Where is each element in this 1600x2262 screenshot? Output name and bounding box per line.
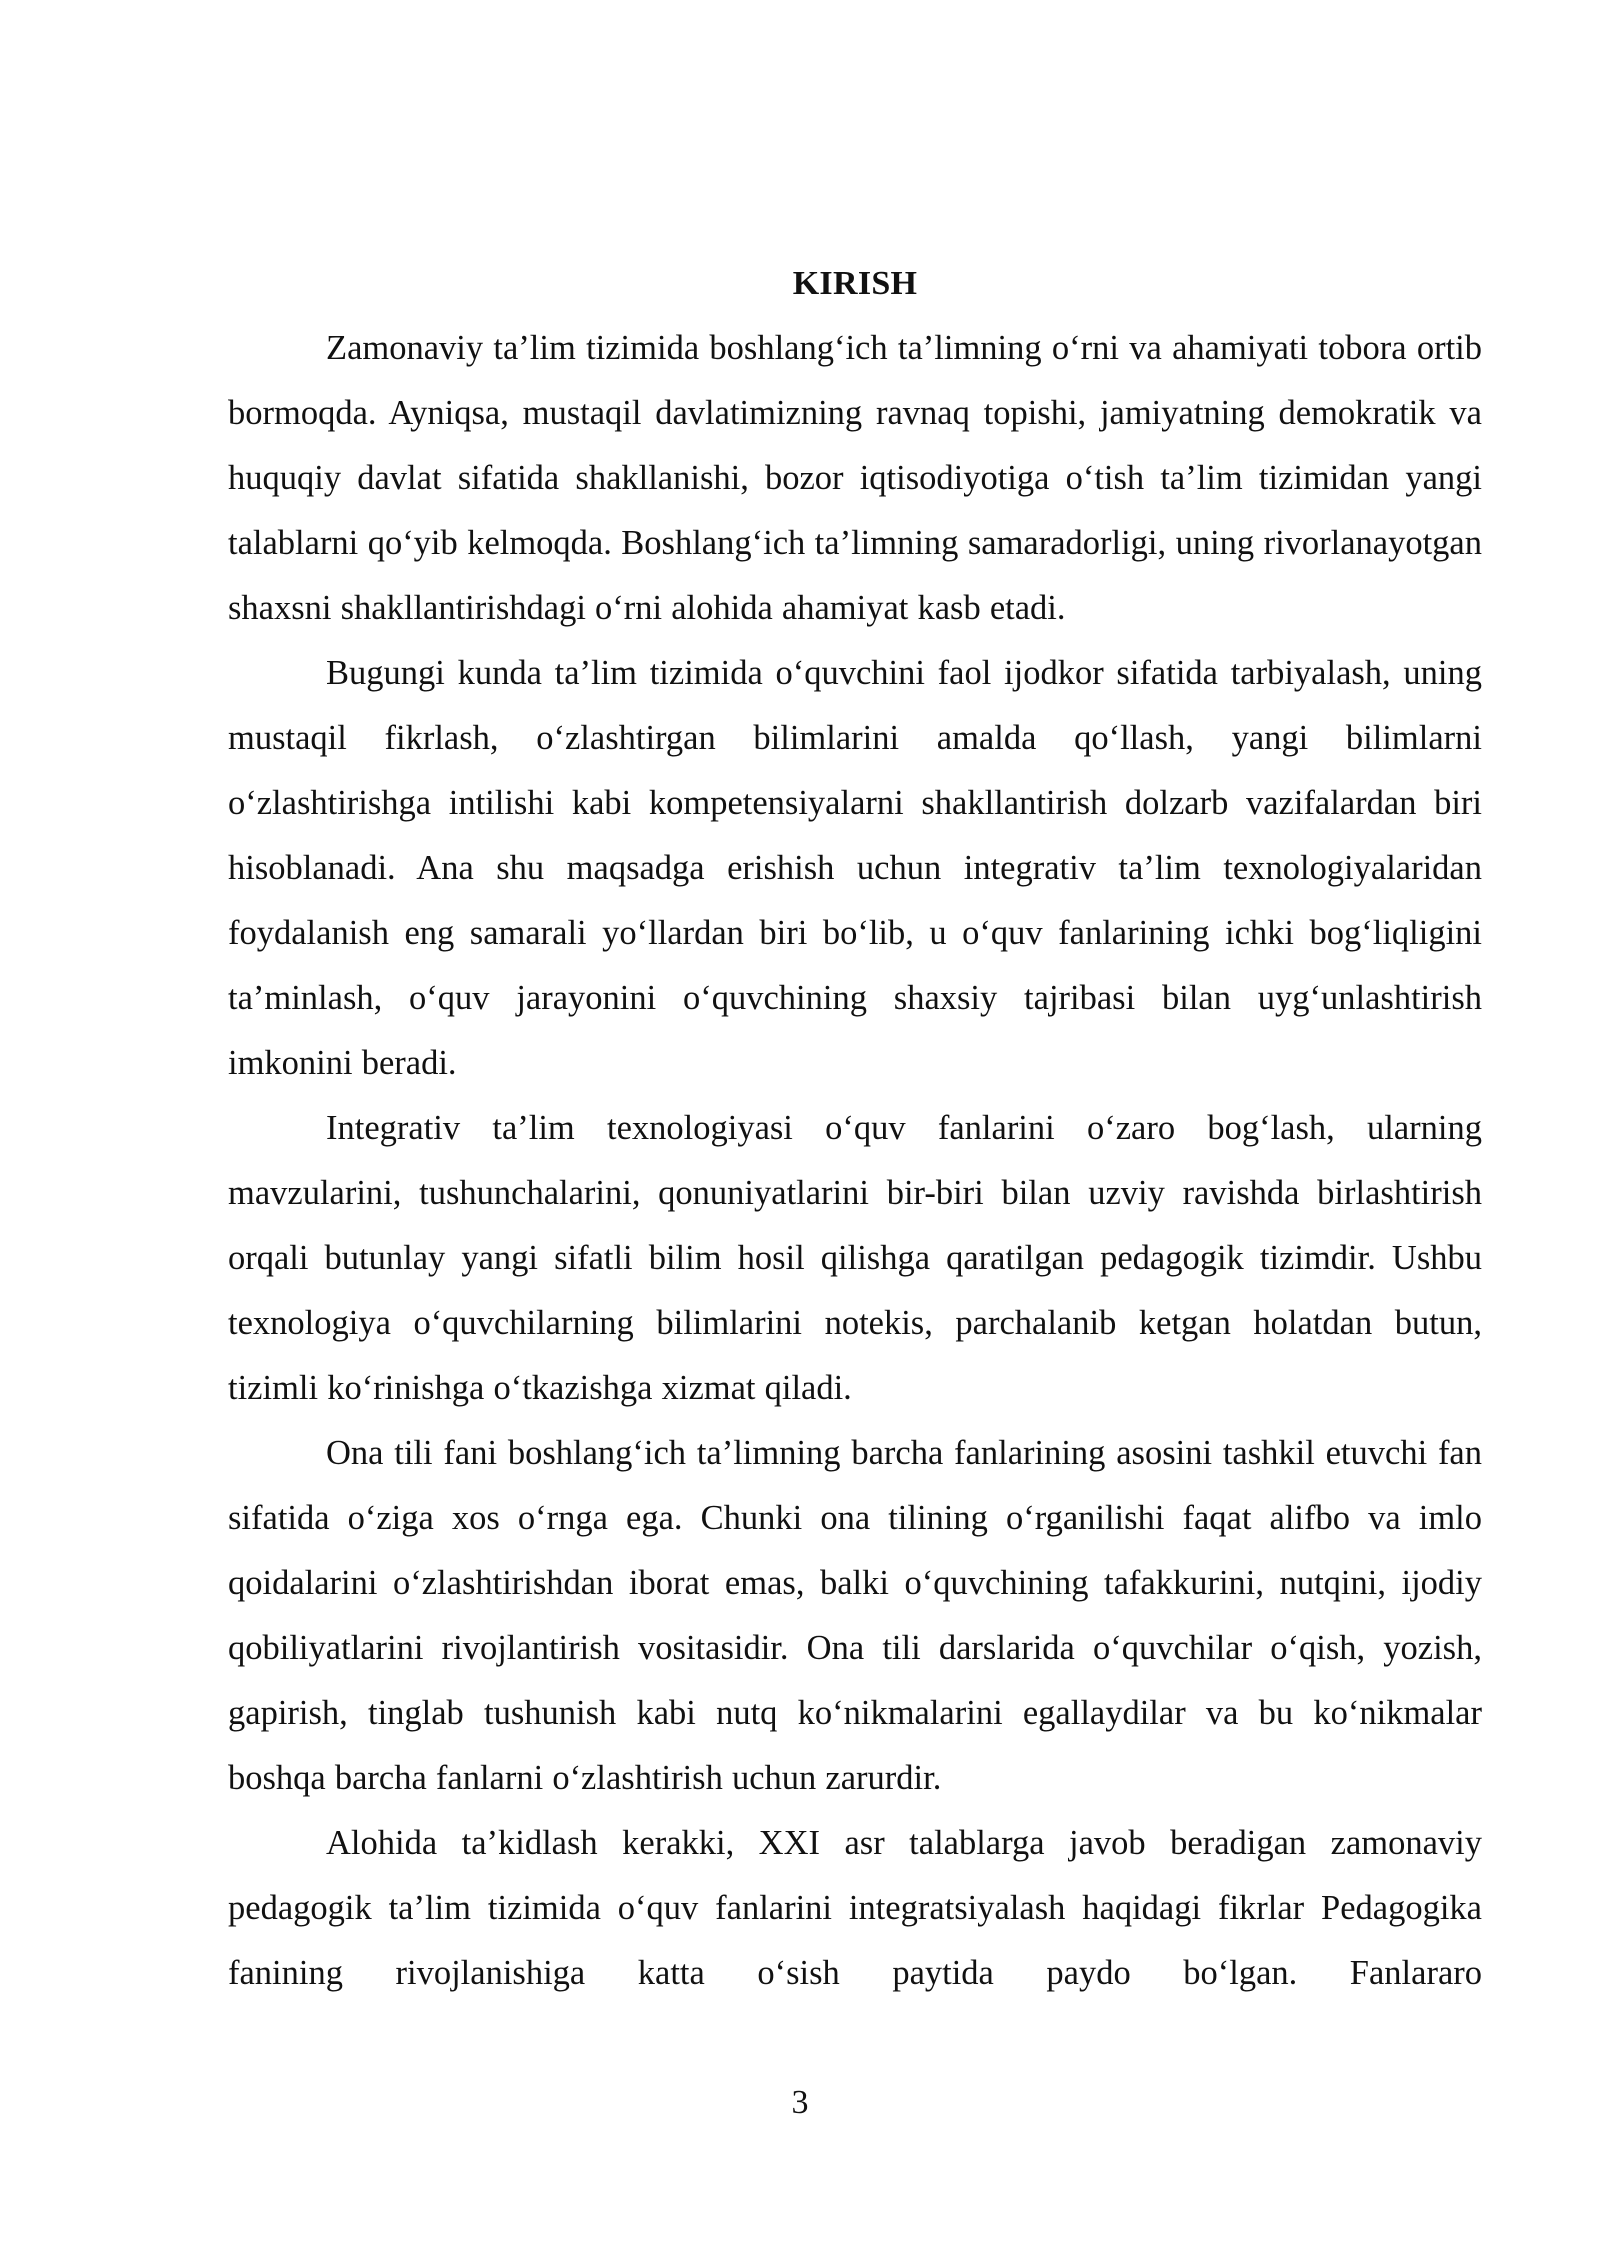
- section-title: KIRISH: [792, 265, 918, 302]
- paragraph-4: Ona tili fani boshlang‘ich ta’limning barcha fanlarining asosini tashkil etuvchi fan sifatida o‘ziga xos o‘rnga ega. Chunki ona tilining o‘rganilishi faqat alifbo va imlo qoidalarini o‘zlashtirishdan iborat emas, balki o‘quvchining tafakkurini, nutqini, ijodiy qobiliyatlarini rivojlantirish vositasidir. Ona tili darslarida o‘quvchilar o‘qish, yozish, gapirish, tinglab tushunish kabi nutq ko‘nikmalarini egallaydilar va bu ko‘nikmalar boshqa barcha fanlarni o‘zlashtirish uchun zarurdir.: [228, 1434, 1482, 1797]
- page-body: [228, 252, 1482, 2006]
- paragraph-5: Alohida ta’kidlash kerakki, XXI asr talablarga javob beradigan zamonaviy pedagogik ta’lim tizimida o‘quv fanlarini integratsiyalash haqidagi fikrlar Pedagogika fanining rivojlanishiga katta o‘sish paytida paydo bo‘lgan. Fanlararo: [228, 1824, 1482, 1992]
- paragraph-3: Integrativ ta’lim texnologiyasi o‘quv fanlarini o‘zaro bog‘lash, ularning mavzularini, tushunchalarini, qonuniyatlarini bir-biri bilan uzviy ravishda birlashtirish orqali butunlay yangi sifatli bilim hosil qilishga qaratilgan pedagogik tizimdir. Ushbu texnologiya o‘quvchilarning bilimlarini notekis, parchalanib ketgan holatdan butun, tizimli ko‘rinishga o‘tkazishga xizmat qiladi.: [228, 1109, 1482, 1407]
- page-number: 3: [791, 2084, 809, 2121]
- paragraph-2: Bugungi kunda ta’lim tizimida o‘quvchini faol ijodkor sifatida tarbiyalash, uning mustaqil fikrlash, o‘zlashtirgan bilimlarini amalda qo‘llash, yangi bilimlarni o‘zlashtirishga intilishi kabi kompetensiyalarni shakllantirish dolzarb vazifalardan biri hisoblanadi. Ana shu maqsadga erishish uchun integrativ ta’lim texnologiyalaridan foydalanish eng samarali yo‘llardan biri bo‘lib, u o‘quv fanlarining ichki bog‘liqligini ta’minlash, o‘quv jarayonini o‘quvchining shaxsiy tajribasi bilan uyg‘unlashtirish imkonini beradi.: [228, 654, 1482, 1082]
- paragraph-1: Zamonaviy ta’lim tizimida boshlang‘ich ta’limning o‘rni va ahamiyati tobora ortib bormoqda. Ayniqsa, mustaqil davlatimizning ravnaq topishi, jamiyatning demokratik va huquqiy davlat sifatida shakllanishi, bozor iqtisodiyotiga o‘tish ta’lim tizimidan yangi talablarni qo‘yib kelmoqda. Boshlang‘ich ta’limning samaradorligi, uning rivorlanayotgan shaxsni shakllantirishdagi o‘rni alohida ahamiyat kasb etadi.: [228, 329, 1482, 627]
